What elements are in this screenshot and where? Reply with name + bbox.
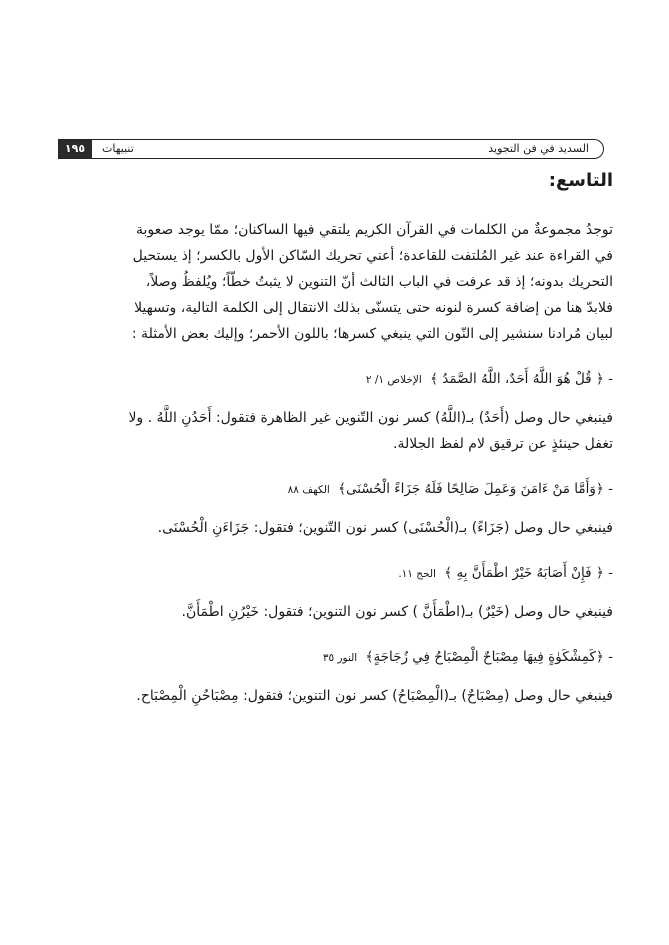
verse-reference: الحج ١١.	[398, 568, 436, 580]
verse-text: - ﴿كَمِشْكَوٰةٍ فِيهَا مِصْبَاحٌ الْمِصْبَاحُ فِي زُجَاجَةٍ﴾	[365, 649, 613, 665]
explanation-line: فينبغي حال وصل (مِصْبَاحٌ) بـ(الْمِصْبَاحُ) كسر نون التنوين؛ فتقول: مِصْبَاحُنِ الْمِصْبَاح.	[136, 688, 613, 704]
quran-verse-example	[52, 649, 613, 665]
example-explanation	[52, 599, 613, 625]
explanation-line: فينبغي حال وصل (جَزَاءً) بـ(الْحُسْنَى) كسر نون التّنوين؛ فتقول: جَزَاءَنِ الْحُسْنَى.	[157, 520, 613, 536]
example-explanation	[52, 405, 613, 457]
section-heading: التاسع:	[548, 170, 613, 191]
intro-line: التحريك بدونه؛ إذ قد عرفت في الباب الثالث أنّ التنوين لا يثبتُ خطّاً؛ ويُلفظُ وصلاً،	[145, 274, 613, 290]
verse-reference: الكهف ٨٨	[287, 484, 330, 496]
page-number: ١٩٥	[58, 140, 92, 158]
quran-verse-example	[52, 481, 613, 497]
verse-reference: النور ٣٥	[322, 652, 358, 664]
page-content	[52, 170, 613, 709]
example-explanation	[52, 515, 613, 541]
verse-text: - ﴿ فَإِنْ أَصَابَهُ خَيْرٌ اطْمَأَنَّ بِهِ ﴾	[444, 565, 613, 581]
book-title: السديد في فن التجويد	[488, 142, 589, 155]
explanation-line: فينبغي حال وصل (أَحَدٌ) بـ(اللَّهُ) كسر نون التّنوين غير الظاهرة فتقول: أَحَدُنِ اللَّهُ . ولا	[128, 410, 613, 426]
quran-verse-example	[52, 565, 613, 581]
intro-line: لبيان مُرادنا سنشير إلى النّون التي ينبغي كسرها؛ باللون الأحمر؛ وإليك بعض الأمثلة :	[131, 326, 613, 342]
running-header	[58, 139, 604, 159]
quran-verse-example	[52, 371, 613, 387]
example-explanation	[52, 683, 613, 709]
intro-line: في القراءة عند غير المُلتفت للقاعدة؛ أعني تحريك السّاكن الأول بالكسر؛ إذ يستحيل	[132, 248, 613, 264]
explanation-line: تغفل حينئذٍ عن ترقيق لام لفظ الجلالة.	[393, 436, 613, 452]
verse-reference: الإخلاص ١/ ٢	[365, 374, 422, 386]
verse-text: - ﴿وَأَمَّا مَنْ ءَامَنَ وَعَمِلَ صَالِحًا فَلَهُ جَزَاءً الْحُسْنَى﴾	[338, 481, 613, 497]
intro-line: فلابدّ هنا من إضافة كسرة لنونه حتى يتسنّى بذلك الانتقال إلى الكلمة التالية، وتسهيلا	[134, 300, 613, 316]
section-name: تنبيهات	[102, 142, 134, 155]
intro-line: توجدُ مجموعةٌ من الكلمات في القرآن الكريم يلتقي فيها الساكنان؛ ممّا يوجد صعوبة	[136, 222, 613, 238]
explanation-line: فينبغي حال وصل (خَيْرٌ) بـ(اطْمَأَنَّ ) كسر نون التنوين؛ فتقول: خَيْرُنِ اطْمَأَنَّ.	[181, 604, 613, 620]
verse-text: - ﴿ قُلْ هُوَ اللَّهُ أَحَدٌ، اللَّهُ الصَّمَدُ ﴾	[430, 371, 613, 387]
intro-paragraph	[52, 217, 613, 347]
